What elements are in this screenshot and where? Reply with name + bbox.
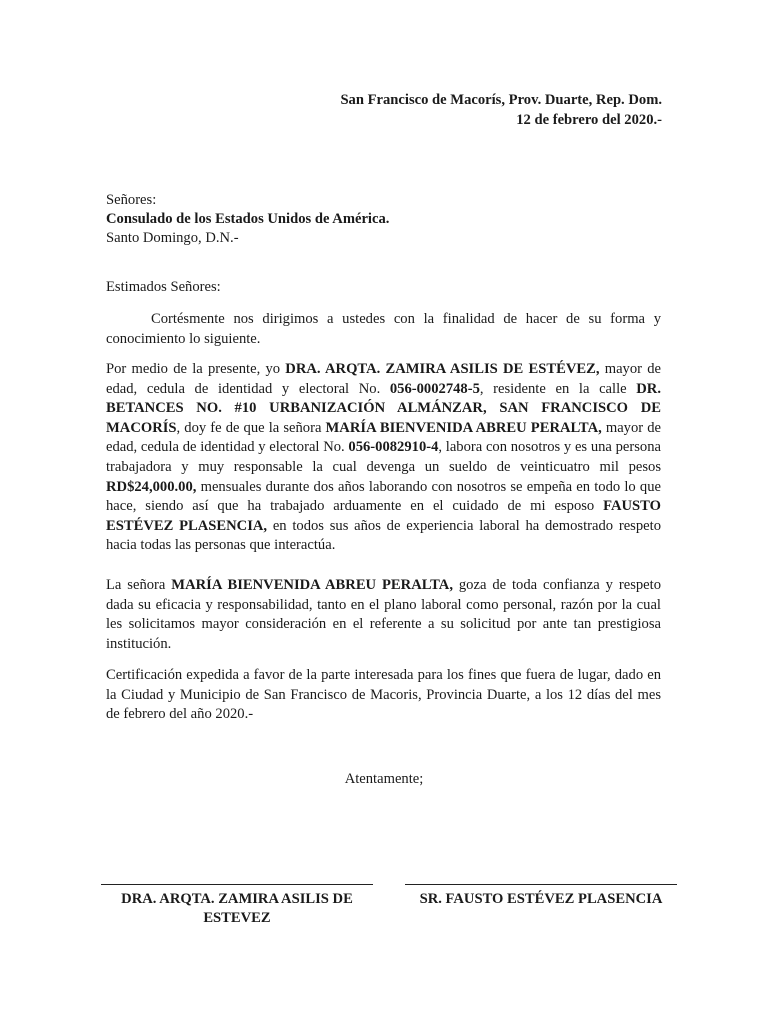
closing: Atentamente; — [344, 771, 424, 787]
p2-text-3: , residente en la calle — [479, 380, 637, 397]
letter-date: 12 de febrero del 2020.- — [516, 112, 662, 128]
p2-address: DR. BETANCES NO. #10 URBANIZACIÓN ALMÁNZAR, SAN FRANCISCO DE MACORÍS — [106, 380, 661, 436]
recipient-organization: Consulado de los Estados Unidos de América. — [106, 211, 390, 227]
recipient-city: Santo Domingo, D.N.- — [106, 230, 239, 246]
paragraph-issuance-text: Certificación expedida a favor de la parte interesada para los fines que fuera de lugar, dado en la Ciudad y Municipio de San Francisco de Macoris, Provincia Duarte, a los 12 días del mes de febrero del año 2020.- — [106, 667, 661, 723]
p2-text-1: Por medio de la presente, yo — [106, 361, 286, 377]
p2-issuer-name: DRA. ARQTA. ZAMIRA ASILIS DE ESTÉVEZ, — [285, 361, 600, 377]
p3-text-2: goza de toda confianza y respeto dada su eficacia y responsabilidad, tanto en el plano laboral como personal, razón por la cual les solicitamos mayor consideración en el referente a su solicitud por ante tan prestigiosa institución. — [106, 577, 661, 652]
p2-employee-name: MARÍA BIENVENIDA ABREU PERALTA, — [325, 419, 602, 436]
p2-text-6: , labora con nosotros y es una persona trabajadora y muy responsable la cual devenga un sueldo de veinticuatro mil pesos — [106, 439, 661, 475]
paragraph-intro-text: Cortésmente nos dirigimos a ustedes con la finalidad de hacer de su forma y conocimiento lo siguiente. — [106, 311, 661, 347]
p3-text-1: La señora — [106, 577, 172, 593]
p2-spouse-name: FAUSTO ESTÉVEZ PLASENCIA, — [106, 498, 661, 534]
paragraph-recommendation — [106, 576, 661, 654]
paragraph-issuance — [106, 666, 661, 725]
letter-location: San Francisco de Macorís, Prov. Duarte, Rep. Dom. — [340, 92, 662, 108]
signature-line-left — [101, 884, 373, 885]
p2-employee-id: 056-0082910-4 — [348, 439, 439, 456]
p2-text-2: mayor de edad, cedula de identidad y electoral No. — [106, 361, 661, 397]
signature-name-right: SR. FAUSTO ESTÉVEZ PLASENCIA — [419, 891, 663, 907]
p2-salary: RD$24,000.00, — [106, 478, 197, 495]
p2-text-5: mayor de edad, cedula de identidad y electoral No. — [106, 419, 662, 456]
p2-text-7: mensuales durante dos años laborando con nosotros se empeña en todo lo que hace, siendo así que ha trabajado arduamente en el cuidado de mi esposo — [106, 478, 661, 515]
p2-text-4: , doy fe de que la señora — [176, 419, 326, 436]
greeting: Estimados Señores: — [106, 279, 221, 295]
recipient-salutation: Señores: — [106, 192, 157, 208]
signature-line-right — [405, 884, 677, 885]
p2-text-8: en todos sus años de experiencia laboral ha demostrado respeto hacia todas las personas que interactúa. — [106, 517, 661, 554]
paragraph-certification — [106, 360, 661, 556]
p3-employee-name: MARÍA BIENVENIDA ABREU PERALTA, — [171, 577, 453, 593]
paragraph-intro — [106, 310, 661, 349]
signature-name-left: DRA. ARQTA. ZAMIRA ASILIS DE ESTEVEZ — [121, 891, 353, 926]
p2-issuer-id: 056-0002748-5 — [389, 380, 480, 397]
